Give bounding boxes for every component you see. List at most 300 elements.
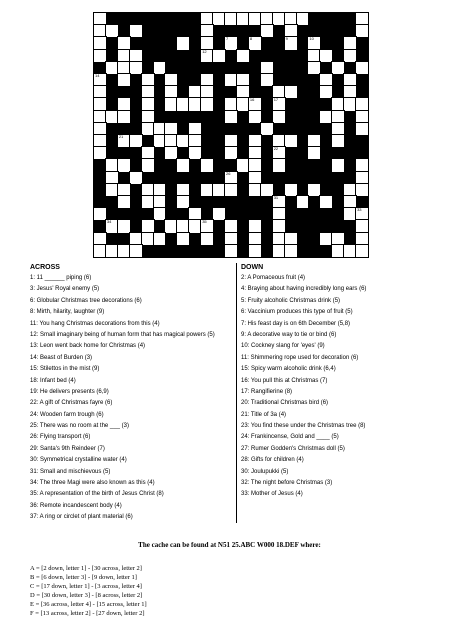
grid-cell-white[interactable] bbox=[201, 233, 213, 245]
grid-cell-white[interactable] bbox=[285, 86, 297, 98]
grid-cell-white[interactable] bbox=[213, 184, 225, 196]
grid-cell-white[interactable] bbox=[177, 196, 189, 208]
grid-cell-white[interactable] bbox=[201, 159, 213, 171]
grid-cell-white[interactable] bbox=[225, 233, 237, 245]
grid-cell-white[interactable] bbox=[130, 245, 142, 257]
grid-cell-white[interactable] bbox=[94, 86, 106, 98]
down-clue: 6: Vaccinium produces this type of fruit (5) bbox=[241, 309, 353, 316]
grid-cell-white[interactable] bbox=[130, 233, 142, 245]
grid-cell-black bbox=[177, 62, 189, 74]
grid-cell-white[interactable] bbox=[118, 159, 130, 171]
grid-cell-white[interactable] bbox=[249, 98, 261, 110]
grid-cell-white[interactable] bbox=[94, 98, 106, 110]
grid-cell-white[interactable] bbox=[142, 111, 154, 123]
grid-cell-white[interactable] bbox=[142, 147, 154, 159]
grid-cell-white[interactable] bbox=[285, 13, 297, 25]
grid-cell-white[interactable] bbox=[273, 233, 285, 245]
grid-cell-black bbox=[285, 98, 297, 110]
grid-cell-white[interactable] bbox=[332, 98, 344, 110]
grid-cell-white[interactable] bbox=[261, 123, 273, 135]
grid-cell-white[interactable] bbox=[106, 245, 118, 257]
grid-cell-white[interactable] bbox=[249, 13, 261, 25]
formula-line: D = [30 down, letter 3] - [8 across, letter 2] bbox=[30, 592, 143, 599]
grid-cell-white[interactable] bbox=[237, 74, 249, 86]
grid-cell-white[interactable] bbox=[249, 245, 261, 257]
grid-cell-white[interactable] bbox=[356, 159, 368, 171]
grid-cell-white[interactable] bbox=[165, 123, 177, 135]
grid-cell-white[interactable] bbox=[106, 184, 118, 196]
grid-cell-white[interactable] bbox=[106, 25, 118, 37]
grid-cell-black bbox=[308, 13, 320, 25]
grid-cell-black bbox=[297, 50, 309, 62]
grid-cell-black bbox=[154, 25, 166, 37]
grid-cell-black bbox=[106, 135, 118, 147]
grid-cell-black bbox=[237, 172, 249, 184]
grid-cell-white[interactable] bbox=[94, 111, 106, 123]
grid-cell-white[interactable] bbox=[249, 159, 261, 171]
grid-cell-white[interactable] bbox=[225, 245, 237, 257]
grid-cell-white[interactable] bbox=[261, 74, 273, 86]
grid-cell-white[interactable] bbox=[94, 50, 106, 62]
grid-cell-white[interactable] bbox=[237, 13, 249, 25]
grid-cell-white[interactable] bbox=[308, 37, 320, 49]
clue-number: 31 bbox=[273, 194, 279, 200]
grid-cell-black bbox=[225, 208, 237, 220]
grid-cell-white[interactable] bbox=[189, 98, 201, 110]
grid-cell-white[interactable] bbox=[356, 245, 368, 257]
grid-cell-white[interactable] bbox=[142, 98, 154, 110]
grid-cell-white[interactable] bbox=[332, 123, 344, 135]
down-clue: 23: You find these under the Christmas tree (8) bbox=[241, 423, 366, 430]
grid-cell-white[interactable] bbox=[154, 123, 166, 135]
grid-cell-white[interactable] bbox=[106, 62, 118, 74]
clues-section bbox=[30, 262, 430, 524]
grid-cell-white[interactable] bbox=[320, 50, 332, 62]
grid-cell-white[interactable] bbox=[118, 98, 130, 110]
grid-cell-white[interactable] bbox=[154, 196, 166, 208]
grid-cell-white[interactable] bbox=[344, 98, 356, 110]
grid-cell-white[interactable] bbox=[249, 37, 261, 49]
grid-cell-white[interactable] bbox=[118, 220, 130, 232]
grid-cell-white[interactable] bbox=[261, 25, 273, 37]
grid-cell-white[interactable] bbox=[201, 98, 213, 110]
grid-cell-white[interactable] bbox=[94, 37, 106, 49]
grid-cell-black bbox=[237, 123, 249, 135]
grid-cell-white[interactable] bbox=[297, 196, 309, 208]
grid-cell-white[interactable] bbox=[308, 50, 320, 62]
grid-cell-black bbox=[106, 147, 118, 159]
grid-cell-black bbox=[237, 245, 249, 257]
grid-cell-white[interactable] bbox=[308, 62, 320, 74]
grid-cell-white[interactable] bbox=[356, 208, 368, 220]
grid-cell-black bbox=[308, 196, 320, 208]
across-clue: 19: He delivers presents (6,9) bbox=[30, 388, 109, 395]
across-clue: 37: A ring or circlet of plant material (6) bbox=[30, 514, 133, 521]
grid-cell-white[interactable] bbox=[94, 147, 106, 159]
grid-cell-white[interactable] bbox=[356, 184, 368, 196]
grid-cell-black bbox=[308, 208, 320, 220]
grid-cell-black bbox=[165, 208, 177, 220]
grid-cell-white[interactable] bbox=[308, 184, 320, 196]
grid-cell-black bbox=[308, 220, 320, 232]
grid-cell-white[interactable] bbox=[225, 37, 237, 49]
grid-cell-white[interactable] bbox=[285, 233, 297, 245]
grid-cell-white[interactable] bbox=[344, 50, 356, 62]
grid-cell-white[interactable] bbox=[142, 159, 154, 171]
grid-cell-white[interactable] bbox=[213, 13, 225, 25]
grid-cell-black bbox=[344, 147, 356, 159]
grid-cell-white[interactable] bbox=[177, 98, 189, 110]
across-clue: 6: Globular Christmas tree decorations (6) bbox=[30, 297, 142, 304]
grid-cell-white[interactable] bbox=[273, 159, 285, 171]
grid-cell-white[interactable] bbox=[285, 135, 297, 147]
grid-cell-white[interactable] bbox=[344, 37, 356, 49]
grid-cell-white[interactable] bbox=[261, 62, 273, 74]
grid-cell-white[interactable] bbox=[320, 74, 332, 86]
grid-cell-white[interactable] bbox=[320, 196, 332, 208]
grid-cell-white[interactable] bbox=[165, 98, 177, 110]
grid-cell-white[interactable] bbox=[249, 172, 261, 184]
grid-cell-black bbox=[356, 86, 368, 98]
grid-cell-black bbox=[94, 184, 106, 196]
grid-cell-white[interactable] bbox=[94, 13, 106, 25]
grid-cell-black bbox=[142, 172, 154, 184]
grid-cell-black bbox=[213, 37, 225, 49]
grid-cell-white[interactable] bbox=[189, 123, 201, 135]
grid-cell-white[interactable] bbox=[237, 98, 249, 110]
grid-cell-white[interactable] bbox=[225, 111, 237, 123]
grid-cell-white[interactable] bbox=[189, 220, 201, 232]
grid-cell-black bbox=[332, 74, 344, 86]
grid-cell-white[interactable] bbox=[118, 50, 130, 62]
grid-cell-black bbox=[189, 37, 201, 49]
grid-cell-black bbox=[225, 50, 237, 62]
grid-cell-white[interactable] bbox=[154, 62, 166, 74]
grid-cell-black bbox=[189, 13, 201, 25]
grid-cell-white[interactable] bbox=[94, 123, 106, 135]
grid-cell-white[interactable] bbox=[320, 233, 332, 245]
grid-cell-white[interactable] bbox=[356, 123, 368, 135]
across-clue: 35: A representation of the birth of Jesus Christ (8) bbox=[30, 491, 164, 498]
grid-cell-white[interactable] bbox=[189, 135, 201, 147]
grid-cell-black bbox=[285, 62, 297, 74]
grid-cell-black bbox=[225, 86, 237, 98]
grid-cell-white[interactable] bbox=[273, 245, 285, 257]
grid-cell-black bbox=[297, 74, 309, 86]
grid-cell-white[interactable] bbox=[225, 220, 237, 232]
grid-cell-black bbox=[237, 220, 249, 232]
grid-cell-black bbox=[213, 196, 225, 208]
across-clue: 31: Small and mischievous (5) bbox=[30, 468, 111, 475]
grid-cell-black bbox=[154, 74, 166, 86]
grid-cell-black bbox=[213, 25, 225, 37]
grid-cell-white[interactable] bbox=[273, 220, 285, 232]
grid-cell-white[interactable] bbox=[177, 159, 189, 171]
grid-cell-black bbox=[154, 37, 166, 49]
grid-cell-black bbox=[201, 111, 213, 123]
grid-cell-white[interactable] bbox=[249, 135, 261, 147]
grid-cell-white[interactable] bbox=[130, 25, 142, 37]
grid-cell-white[interactable] bbox=[177, 233, 189, 245]
grid-cell-white[interactable] bbox=[165, 135, 177, 147]
clue-number: 12 bbox=[202, 48, 207, 54]
grid-cell-black bbox=[344, 172, 356, 184]
grid-cell-white[interactable] bbox=[177, 135, 189, 147]
down-clue: 7: His feast day is on 6th December (5,8) bbox=[241, 320, 351, 327]
grid-cell-white[interactable] bbox=[142, 86, 154, 98]
grid-cell-black bbox=[165, 62, 177, 74]
grid-cell-black bbox=[177, 245, 189, 257]
grid-cell-black bbox=[297, 233, 309, 245]
grid-cell-white[interactable] bbox=[130, 62, 142, 74]
grid-cell-black bbox=[189, 196, 201, 208]
grid-cell-white[interactable] bbox=[94, 208, 106, 220]
grid-cell-white[interactable] bbox=[130, 135, 142, 147]
grid-cell-black bbox=[213, 98, 225, 110]
grid-cell-black bbox=[297, 111, 309, 123]
down-clue: 33: Mother of Jesus (4) bbox=[241, 491, 303, 498]
grid-cell-white[interactable] bbox=[320, 111, 332, 123]
grid-cell-white[interactable] bbox=[94, 25, 106, 37]
grid-cell-black bbox=[249, 74, 261, 86]
across-clue: 29: Santa's 9th Reindeer (7) bbox=[30, 445, 105, 452]
grid-cell-white[interactable] bbox=[332, 111, 344, 123]
grid-cell-black bbox=[320, 220, 332, 232]
grid-cell-white[interactable] bbox=[308, 147, 320, 159]
grid-cell-white[interactable] bbox=[225, 98, 237, 110]
grid-cell-black bbox=[201, 172, 213, 184]
across-clue: 3: Jesus' Royal enemy (5) bbox=[30, 286, 100, 293]
grid-cell-black bbox=[297, 147, 309, 159]
across-clue-list bbox=[30, 273, 234, 524]
grid-cell-white[interactable] bbox=[320, 86, 332, 98]
grid-cell-white[interactable] bbox=[273, 111, 285, 123]
down-heading: DOWN bbox=[241, 264, 264, 271]
grid-cell-white[interactable] bbox=[165, 220, 177, 232]
grid-cell-white[interactable] bbox=[177, 37, 189, 49]
grid-cell-white[interactable] bbox=[344, 196, 356, 208]
grid-cell-black bbox=[332, 13, 344, 25]
grid-cell-white[interactable] bbox=[118, 37, 130, 49]
grid-cell-white[interactable] bbox=[201, 13, 213, 25]
grid-cell-black bbox=[154, 50, 166, 62]
grid-cell-black bbox=[261, 37, 273, 49]
grid-cell-white[interactable] bbox=[154, 184, 166, 196]
grid-cell-white[interactable] bbox=[273, 98, 285, 110]
grid-cell-black bbox=[344, 13, 356, 25]
grid-cell-white[interactable] bbox=[344, 208, 356, 220]
grid-cell-black bbox=[261, 98, 273, 110]
grid-cell-white[interactable] bbox=[356, 220, 368, 232]
grid-cell-white[interactable] bbox=[249, 184, 261, 196]
grid-cell-black bbox=[308, 172, 320, 184]
grid-cell-white[interactable] bbox=[142, 220, 154, 232]
grid-cell-white[interactable] bbox=[285, 184, 297, 196]
grid-cell-white[interactable] bbox=[332, 233, 344, 245]
down-clues bbox=[241, 262, 431, 501]
grid-cell-white[interactable] bbox=[344, 86, 356, 98]
grid-cell-white[interactable] bbox=[118, 196, 130, 208]
grid-cell-white[interactable] bbox=[344, 74, 356, 86]
grid-cell-white[interactable] bbox=[237, 86, 249, 98]
grid-cell-white[interactable] bbox=[261, 13, 273, 25]
grid-cell-white[interactable] bbox=[237, 50, 249, 62]
grid-cell-white[interactable] bbox=[189, 147, 201, 159]
grid-cell-black bbox=[177, 147, 189, 159]
grid-cell-white[interactable] bbox=[273, 13, 285, 25]
grid-cell-white[interactable] bbox=[225, 135, 237, 147]
grid-cell-white[interactable] bbox=[94, 233, 106, 245]
grid-cell-white[interactable] bbox=[356, 233, 368, 245]
grid-cell-white[interactable] bbox=[225, 172, 237, 184]
grid-cell-white[interactable] bbox=[249, 147, 261, 159]
across-clue: 1: 11 ______ piping (6) bbox=[30, 275, 92, 281]
grid-cell-white[interactable] bbox=[177, 184, 189, 196]
grid-cell-white[interactable] bbox=[118, 245, 130, 257]
grid-cell-white[interactable] bbox=[201, 25, 213, 37]
grid-cell-black bbox=[225, 123, 237, 135]
grid-cell-black bbox=[285, 111, 297, 123]
grid-cell-black bbox=[332, 196, 344, 208]
grid-cell-white[interactable] bbox=[332, 159, 344, 171]
grid-cell-white[interactable] bbox=[94, 135, 106, 147]
grid-cell-white[interactable] bbox=[177, 220, 189, 232]
grid-cell-white[interactable] bbox=[285, 37, 297, 49]
grid-cell-black bbox=[177, 172, 189, 184]
grid-cell-black bbox=[213, 220, 225, 232]
grid-cell-white[interactable] bbox=[106, 220, 118, 232]
grid-cell-white[interactable] bbox=[213, 208, 225, 220]
grid-cell-white[interactable] bbox=[154, 135, 166, 147]
grid-cell-white[interactable] bbox=[106, 111, 118, 123]
grid-cell-white[interactable] bbox=[356, 98, 368, 110]
grid-cell-black bbox=[320, 159, 332, 171]
grid-cell-white[interactable] bbox=[237, 159, 249, 171]
grid-cell-white[interactable] bbox=[273, 147, 285, 159]
grid-cell-white[interactable] bbox=[249, 220, 261, 232]
grid-cell-white[interactable] bbox=[142, 123, 154, 135]
grid-cell-white[interactable] bbox=[225, 184, 237, 196]
grid-cell-black bbox=[106, 233, 118, 245]
grid-cell-black bbox=[356, 37, 368, 49]
grid-cell-black bbox=[118, 86, 130, 98]
grid-cell-white[interactable] bbox=[344, 245, 356, 257]
grid-cell-black bbox=[142, 13, 154, 25]
grid-cell-white[interactable] bbox=[213, 50, 225, 62]
formula-line: C = [17 down, letter 1] - [3 across, letter 4] bbox=[30, 583, 142, 590]
grid-cell-black bbox=[189, 172, 201, 184]
grid-cell-white[interactable] bbox=[225, 147, 237, 159]
grid-cell-black bbox=[261, 233, 273, 245]
grid-cell-white[interactable] bbox=[142, 196, 154, 208]
grid-cell-black bbox=[165, 184, 177, 196]
grid-cell-white[interactable] bbox=[118, 74, 130, 86]
grid-cell-white[interactable] bbox=[165, 74, 177, 86]
formula-line: B = [6 down, letter 3] - [9 down, letter 1] bbox=[30, 574, 137, 581]
grid-cell-white[interactable] bbox=[332, 245, 344, 257]
grid-cell-white[interactable] bbox=[118, 111, 130, 123]
grid-cell-white[interactable] bbox=[356, 25, 368, 37]
grid-cell-black bbox=[154, 159, 166, 171]
grid-cell-white[interactable] bbox=[225, 13, 237, 25]
grid-cell-white[interactable] bbox=[106, 159, 118, 171]
grid-cell-white[interactable] bbox=[249, 233, 261, 245]
grid-cell-white[interactable] bbox=[261, 184, 273, 196]
grid-cell-black bbox=[356, 74, 368, 86]
grid-cell-black bbox=[118, 13, 130, 25]
grid-cell-black bbox=[297, 245, 309, 257]
grid-cell-black bbox=[249, 62, 261, 74]
grid-cell-white[interactable] bbox=[142, 184, 154, 196]
grid-cell-white[interactable] bbox=[189, 208, 201, 220]
grid-cell-white[interactable] bbox=[118, 135, 130, 147]
grid-cell-black bbox=[320, 123, 332, 135]
grid-cell-white[interactable] bbox=[165, 86, 177, 98]
grid-cell-white[interactable] bbox=[201, 74, 213, 86]
grid-cell-black bbox=[189, 245, 201, 257]
grid-cell-white[interactable] bbox=[154, 233, 166, 245]
grid-cell-white[interactable] bbox=[165, 147, 177, 159]
grid-cell-white[interactable] bbox=[308, 135, 320, 147]
grid-cell-black bbox=[237, 135, 249, 147]
grid-cell-white[interactable] bbox=[356, 62, 368, 74]
grid-cell-white[interactable] bbox=[285, 245, 297, 257]
grid-cell-white[interactable] bbox=[130, 172, 142, 184]
grid-cell-white[interactable] bbox=[106, 172, 118, 184]
grid-cell-white[interactable] bbox=[249, 111, 261, 123]
grid-cell-white[interactable] bbox=[273, 196, 285, 208]
crossword-grid bbox=[93, 12, 369, 258]
grid-cell-black bbox=[94, 220, 106, 232]
grid-cell-white[interactable] bbox=[356, 13, 368, 25]
clue-number: 8 bbox=[249, 36, 253, 42]
grid-cell-white[interactable] bbox=[201, 37, 213, 49]
grid-cell-white[interactable] bbox=[356, 172, 368, 184]
down-clue: 27: Rumer Godden's Christmas doll (5) bbox=[241, 445, 345, 452]
grid-cell-black bbox=[285, 208, 297, 220]
formula-line: E = [36 across, letter 4] - [15 across, letter 1] bbox=[30, 601, 147, 608]
grid-cell-white[interactable] bbox=[154, 208, 166, 220]
grid-cell-white[interactable] bbox=[273, 208, 285, 220]
grid-cell-white[interactable] bbox=[201, 184, 213, 196]
grid-cell-black bbox=[320, 37, 332, 49]
grid-cell-white[interactable] bbox=[201, 86, 213, 98]
grid-cell-black bbox=[130, 196, 142, 208]
grid-cell-black bbox=[130, 159, 142, 171]
grid-cell-white[interactable] bbox=[201, 220, 213, 232]
grid-cell-black bbox=[297, 37, 309, 49]
grid-cell-white[interactable] bbox=[94, 245, 106, 257]
grid-cell-white[interactable] bbox=[94, 74, 106, 86]
grid-cell-white[interactable] bbox=[332, 135, 344, 147]
grid-cell-white[interactable] bbox=[297, 13, 309, 25]
grid-cell-black bbox=[142, 37, 154, 49]
grid-cell-white[interactable] bbox=[118, 62, 130, 74]
grid-cell-white[interactable] bbox=[225, 74, 237, 86]
grid-cell-white[interactable] bbox=[189, 86, 201, 98]
grid-cell-white[interactable] bbox=[118, 184, 130, 196]
grid-cell-white[interactable] bbox=[332, 62, 344, 74]
down-clue: 20: Traditional Christmas bird (6) bbox=[241, 400, 329, 407]
grid-cell-white[interactable] bbox=[201, 50, 213, 62]
grid-cell-white[interactable] bbox=[142, 74, 154, 86]
grid-cell-white[interactable] bbox=[356, 111, 368, 123]
grid-cell-white[interactable] bbox=[344, 184, 356, 196]
clue-number: 7 bbox=[226, 36, 229, 42]
grid-cell-white[interactable] bbox=[130, 50, 142, 62]
grid-cell-black bbox=[106, 196, 118, 208]
grid-cell-white[interactable] bbox=[142, 233, 154, 245]
